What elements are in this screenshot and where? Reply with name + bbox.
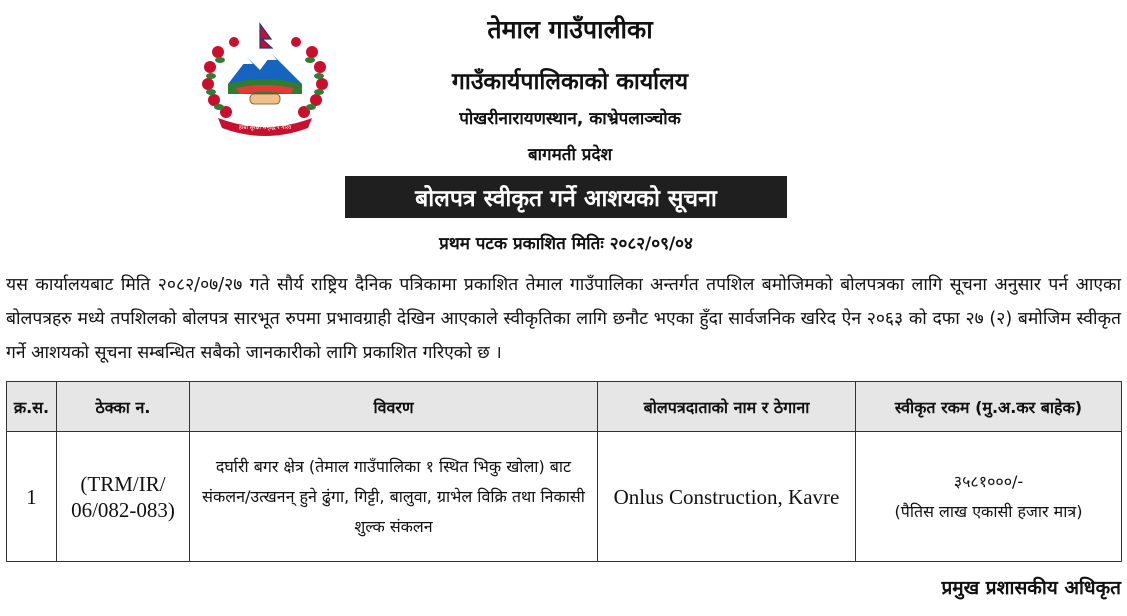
office-subtitle: गाउँकार्यपालिकाको कार्यालय <box>451 69 689 95</box>
office-name: तेमाल गाउँपालीका <box>487 15 653 44</box>
amount-figure: ३५८१०००/- <box>953 471 1024 491</box>
header-contract-no: ठेक्का न. <box>57 382 190 432</box>
header-description: विवरण <box>190 382 598 432</box>
table-row <box>7 432 1122 562</box>
header-bidder: बोलपत्रदाताको नाम र ठेगाना <box>598 382 856 432</box>
cell-description: दर्घारी बगर क्षेत्र (तेमाल गाउँपालिका १ स्थित भिकु खोला) बाट संकलन/उत्खनन् हुने ढुंगा, गिट्टी, बालुवा, ग्राभेल विक्रि तथा निकासी शुल्क संकलन <box>190 432 598 562</box>
amount-words: (पैतिस लाख एकासी हजार मात्र) <box>894 501 1083 521</box>
emblem-motto: हाम्रो सुरक्षा समृद्धि र गौरव <box>238 125 292 131</box>
cell-contract-no: (TRM/IR/ 06/082-083) <box>57 432 190 562</box>
notice-body: यस कार्यालयबाट मिति २०८२/०७/२७ गते सौर्य राष्ट्रिय दैनिक पत्रिकामा प्रकाशित तेमाल गाउँपालिका अन्तर्गत तपशिल बमोजिमको बोलपत्रका लागि सूचना अनुसार पर्न आएका बोलपत्रहरु मध्ये तपशिलको बोलपत्र सारभूत रुपमा प्रभावग्राही देखिन आएकाले स्वीकृतिका लागि छनौट भएका हुँदा सार्वजनिक खरिद ऐन २०६३ को दफा २७ (२) बमोजिम स्वीकृत गर्ने आशयको सूचना सम्बन्धित सबैको जानकारीको लागि प्रकाशित गरिएको छ । <box>6 275 1121 363</box>
cell-amount <box>856 432 1122 562</box>
bids-table <box>6 381 1122 562</box>
office-province: बागमती प्रदेश <box>527 145 613 165</box>
header-amount: स्वीकृत रकम (मु.अ.कर बाहेक) <box>856 382 1122 432</box>
signature-title: प्रमुख प्रशासकीय अधिकृत <box>941 577 1121 599</box>
published-date: प्रथम पटक प्रकाशित मितिः २०८२/०९/०४ <box>439 234 693 254</box>
cell-bidder: Onlus Construction, Kavre <box>598 432 856 562</box>
notice-title: बोलपत्र स्वीकृत गर्ने आशयको सूचना <box>345 176 787 218</box>
table-header-row <box>7 382 1122 432</box>
office-address: पोखरीनारायणस्थान, काभ्रेपलाञ्चोक <box>459 109 681 129</box>
government-emblem <box>198 22 332 140</box>
cell-sn: 1 <box>7 432 57 562</box>
header-sn: क्र.स. <box>7 382 57 432</box>
